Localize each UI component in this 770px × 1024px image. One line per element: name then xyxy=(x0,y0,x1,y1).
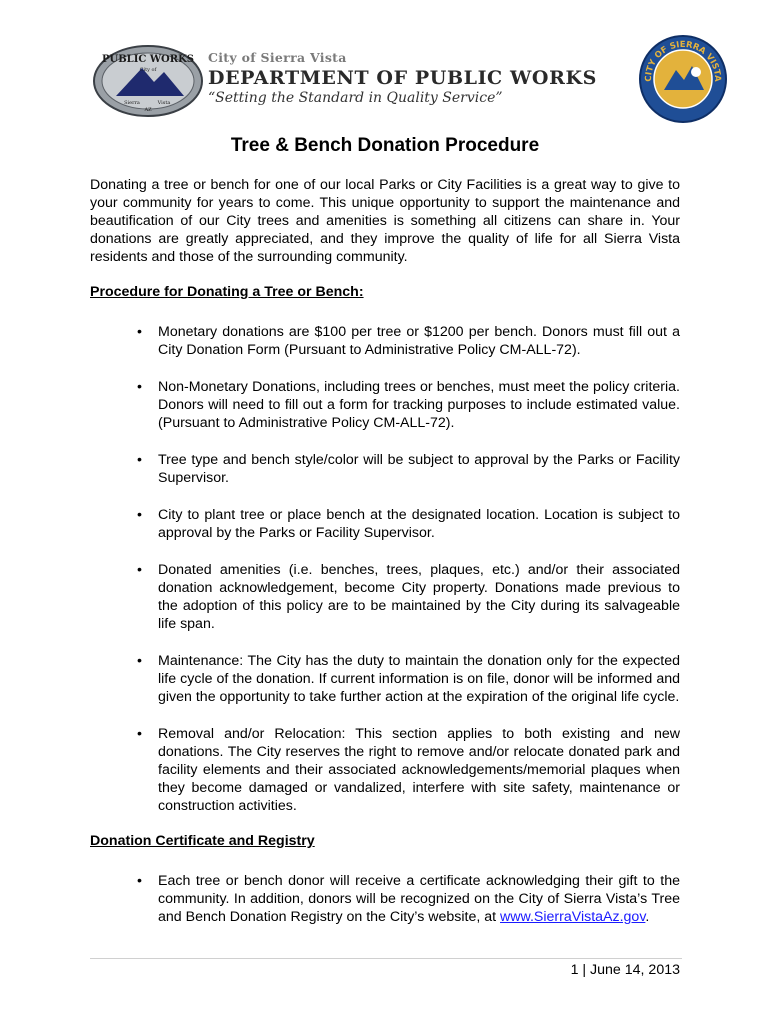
logo-text-city: City of xyxy=(139,67,157,73)
bullet-icon: • xyxy=(137,379,142,395)
list-item xyxy=(90,652,680,706)
list-item-end: . xyxy=(645,909,650,925)
procedure-heading: Procedure for Donating a Tree or Bench: xyxy=(90,284,364,300)
list-item xyxy=(90,872,680,926)
document-body xyxy=(90,176,680,945)
list-item-text: Monetary donations are $100 per tree or $1200 per bench. Donors must fill out a City Donation Form (Pursuant to Administrative Policy CM-ALL-72). xyxy=(158,324,680,358)
city-seal xyxy=(638,34,728,124)
intro-paragraph: Donating a tree or bench for one of our local Parks or City Facilities is a great way to give to your community for years to come. This unique opportunity to support the maintenance and beautification of our City trees and amenities is something all citizens can share in. Your donations are greatly appreciated, and they improve the quality of life for all Sierra Vista residents and those of the surrounding community. xyxy=(90,177,680,265)
list-item-text: Each tree or bench donor will receive a certificate acknowledging their gift to the community. In addition, donors will be recognized on the City of Sierra Vista’s Tree and Bench Donation Registry on the City’s website, at xyxy=(158,873,680,925)
public-works-logo xyxy=(92,44,204,118)
list-item-text: Non-Monetary Donations, including trees or benches, must meet the policy criteria. Donors will need to fill out a form for tracking purposes to include estimated value. (Pursuant to Administrative Policy CM-ALL-72). xyxy=(158,379,680,431)
list-item-text: Tree type and bench style/color will be subject to approval by the Parks or Facility Supervisor. xyxy=(158,452,680,486)
logo-text-top: PUBLIC WORKS xyxy=(101,54,195,65)
logo-text-vista: Vista xyxy=(157,100,171,106)
bullet-icon: • xyxy=(137,726,142,742)
logo-text-state: AZ xyxy=(144,107,152,113)
seal-bottom-text: ARIZONA xyxy=(663,93,703,109)
list-item xyxy=(90,506,680,542)
procedure-list xyxy=(90,323,680,815)
footer-divider xyxy=(90,958,682,959)
department-tagline: “Setting the Standard in Quality Service” xyxy=(208,90,503,106)
bullet-icon: • xyxy=(137,452,142,468)
bullet-icon: • xyxy=(137,324,142,340)
bullet-icon: • xyxy=(137,653,142,669)
department-name: DEPARTMENT OF PUBLIC WORKS xyxy=(208,67,597,89)
list-item-text: Donated amenities (i.e. benches, trees, plaques, etc.) and/or their associated donation acknowledgement, become City property. Donations made previous to the adoption of this policy are to be maintained by the City during its salvageable life span. xyxy=(158,562,680,632)
list-item xyxy=(90,323,680,359)
bullet-icon: • xyxy=(137,873,142,889)
department-block xyxy=(208,50,628,106)
list-item xyxy=(90,451,680,487)
list-item xyxy=(90,725,680,815)
certificate-heading: Donation Certificate and Registry xyxy=(90,833,315,849)
logo-text-sierra: Sierra xyxy=(124,100,140,106)
letterhead xyxy=(90,30,723,130)
list-item-text: Maintenance: The City has the duty to maintain the donation only for the expected life cycle of the donation. If current information is on file, donor will be informed and given the opportunity to take further action at the expiration of the original life cycle. xyxy=(158,653,680,705)
list-item-text: City to plant tree or place bench at the designated location. Location is subject to approval by the Parks or Facility Supervisor. xyxy=(158,507,680,541)
list-item xyxy=(90,378,680,432)
city-name: City of Sierra Vista xyxy=(208,50,347,65)
registry-link[interactable]: www.SierraVistaAz.gov xyxy=(500,909,646,925)
seal-top-text: CITY OF SIERRA VISTA xyxy=(643,39,723,82)
page-footer: 1 | June 14, 2013 xyxy=(570,962,680,978)
list-item xyxy=(90,561,680,633)
bullet-icon: • xyxy=(137,507,142,523)
certificate-list xyxy=(90,872,680,926)
list-item-text: Removal and/or Relocation: This section applies to both existing and new donations. The City reserves the right to remove and/or relocate donated park and facility elements and their associated acknowledgements/memorial plaques when they become damaged or vandalized, interfere with site safety, maintenance or construction activities. xyxy=(158,726,680,814)
bullet-icon: • xyxy=(137,562,142,578)
document-title: Tree & Bench Donation Procedure xyxy=(230,135,540,156)
